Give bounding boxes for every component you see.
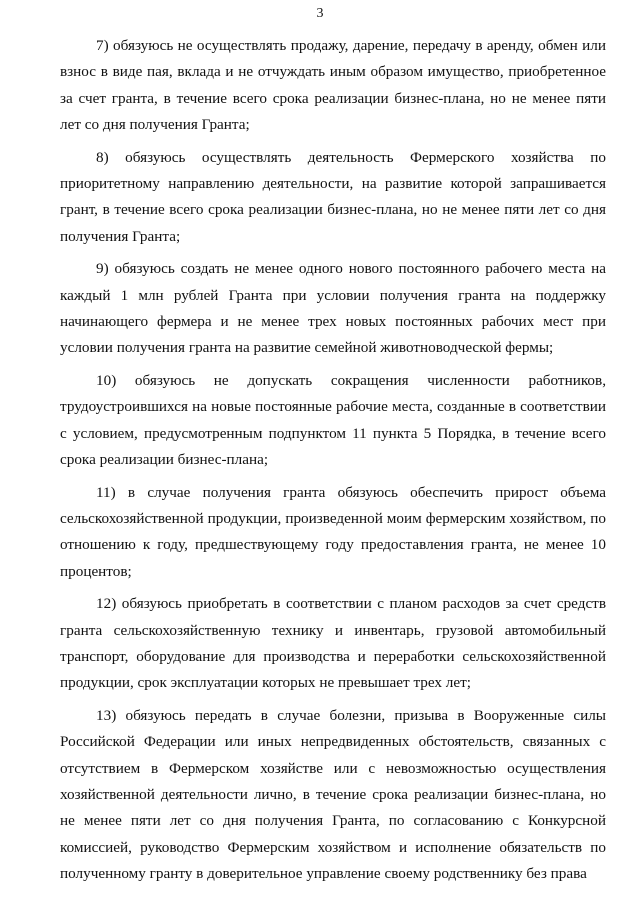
document-body — [60, 33, 606, 894]
paragraph-item-13: 13) обязуюсь передать в случае болезни, призыва в Вооруженные силы Российской Федерации или иных непредвиденных обстоятельств, связанных с отсутствием в Фермерском хозяйстве или с невозможностью осуществления хозяйственной деятельности лично, в течение срока реализации бизнес-плана, но не менее пяти лет со дня получения Гранта, по согласованию с Конкурсной комиссией, руководство Фермерским хозяйством и исполнение обязательств по полученному гранту в доверительное управление своему родственнику без права — [60, 706, 606, 883]
paragraph-item-10: 10) обязуюсь не допускать сокращения численности работников, трудоустроившихся на новые постоянные рабочие места, созданные в соответствии с условием, предусмотренным подпунктом 11 пункта 5 Порядка, в течение всего срока реализации бизнес-плана; — [60, 371, 606, 469]
paragraph-item-9: 9) обязуюсь создать не менее одного нового постоянного рабочего места на каждый 1 млн рублей Гранта при условии получения гранта на поддержку начинающего фермера и не менее трех новых постоянных рабочих мест при условии получения гранта на развитие семейной животноводческой фермы; — [60, 260, 606, 357]
page-number: 3 — [316, 6, 324, 21]
paragraph-item-12: 12) обязуюсь приобретать в соответствии с планом расходов за счет средств гранта сельскохозяйственную технику и инвентарь, грузовой автомобильный транспорт, оборудование для производства и переработки сельскохозяйственной продукции, срок эксплуатации которых не превышает трех лет; — [60, 595, 606, 692]
paragraph-item-8: 8) обязуюсь осуществлять деятельность Фермерского хозяйства по приоритетному направлению деятельности, на развитие которой запрашивается грант, в течение всего срока реализации бизнес-плана, но не менее пяти лет со дня получения Гранта; — [60, 148, 606, 245]
paragraph-item-7: 7) обязуюсь не осуществлять продажу, дарение, передачу в аренду, обмен или взнос в виде пая, вклада и не отчуждать иным образом имущество, приобретенное за счет гранта, в течение всего срока реализации бизнес-плана, но не менее пяти лет со дня получения Гранта; — [60, 37, 606, 134]
paragraph-item-11: 11) в случае получения гранта обязуюсь обеспечить прирост объема сельскохозяйственной продукции, произведенной моим фермерским хозяйством, по отношению к году, предшествующему году предоставления гранта, не менее 10 процентов; — [60, 483, 606, 580]
